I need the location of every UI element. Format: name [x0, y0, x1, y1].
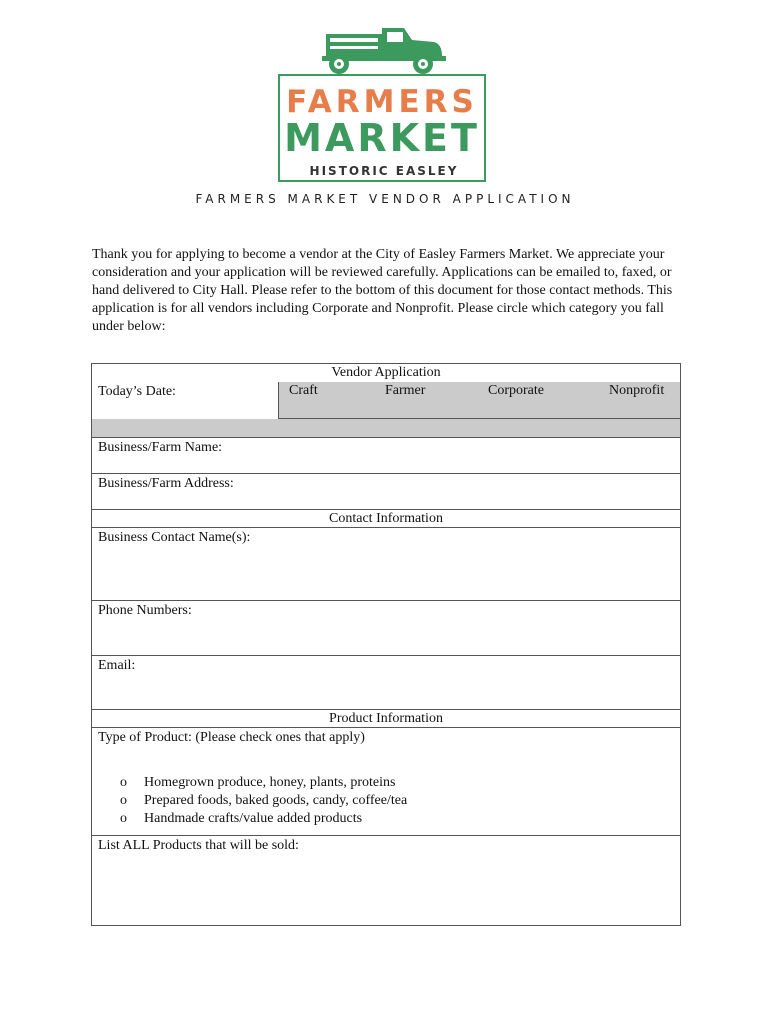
logo-tagline: HISTORIC EASLEY: [296, 164, 472, 178]
business-name-label: Business/Farm Name:: [98, 440, 223, 455]
farmers-market-logo: [278, 22, 490, 182]
category-nonprofit[interactable]: Nonprofit: [609, 383, 665, 398]
checkbox-circle-icon: o: [120, 793, 127, 808]
contact-information-header-row: [92, 509, 680, 527]
phone-numbers-label: Phone Numbers:: [98, 603, 192, 618]
todays-date-label: Today’s Date:: [98, 384, 176, 399]
vendor-application-form: [91, 363, 681, 926]
contact-information-header: Contact Information: [329, 511, 443, 526]
logo-word-farmers: FARMERS: [286, 84, 478, 120]
product-type-label: Type of Product: (Please check ones that apply): [98, 730, 365, 745]
product-option-handmade-crafts[interactable]: [116, 810, 407, 828]
product-information-header-row: [92, 709, 680, 727]
products-list-label: List ALL Products that will be sold:: [98, 838, 299, 853]
business-name-field[interactable]: [92, 437, 680, 473]
vintage-truck-icon: [322, 22, 446, 78]
email-label: Email:: [98, 658, 136, 673]
contact-name-field[interactable]: [92, 527, 680, 600]
product-option-prepared-foods[interactable]: [116, 792, 407, 810]
gray-divider-row: [92, 419, 680, 437]
email-field[interactable]: [92, 655, 680, 709]
business-address-label: Business/Farm Address:: [98, 476, 234, 491]
checkbox-circle-icon: o: [120, 775, 127, 790]
category-farmer[interactable]: Farmer: [385, 383, 426, 398]
product-option-label: Prepared foods, baked goods, candy, coffee/tea: [144, 793, 408, 808]
contact-name-label: Business Contact Name(s):: [98, 530, 251, 545]
checkbox-circle-icon: o: [120, 811, 127, 826]
product-options-list: [116, 774, 407, 828]
product-option-label: Homegrown produce, honey, plants, proteins: [144, 775, 396, 790]
document-title: FARMERS MARKET VENDOR APPLICATION: [195, 192, 575, 206]
product-option-label: Handmade crafts/value added products: [144, 811, 363, 826]
category-corporate[interactable]: Corporate: [488, 383, 544, 398]
product-option-homegrown[interactable]: [116, 774, 407, 792]
vendor-application-section: [92, 364, 680, 419]
phone-numbers-field[interactable]: [92, 600, 680, 655]
business-address-field[interactable]: [92, 473, 680, 509]
vendor-category-cell: [278, 382, 680, 419]
products-list-field[interactable]: [92, 835, 680, 926]
intro-paragraph: Thank you for applying to become a vendor at the City of Easley Farmers Market. We appreciate your consideration and your application will be reviewed carefully. Applications can be emailed to, faxed, or hand delivered to City Hall. Please refer to the bottom of this document for those contact methods. This application is for all vendors including Corporate and Nonprofit. Please circle which category you fall under below:: [92, 247, 673, 334]
logo-word-market: MARKET: [284, 116, 480, 160]
vendor-application-header: Vendor Application: [331, 365, 441, 380]
category-craft[interactable]: Craft: [289, 383, 318, 398]
product-information-header: Product Information: [329, 711, 443, 726]
